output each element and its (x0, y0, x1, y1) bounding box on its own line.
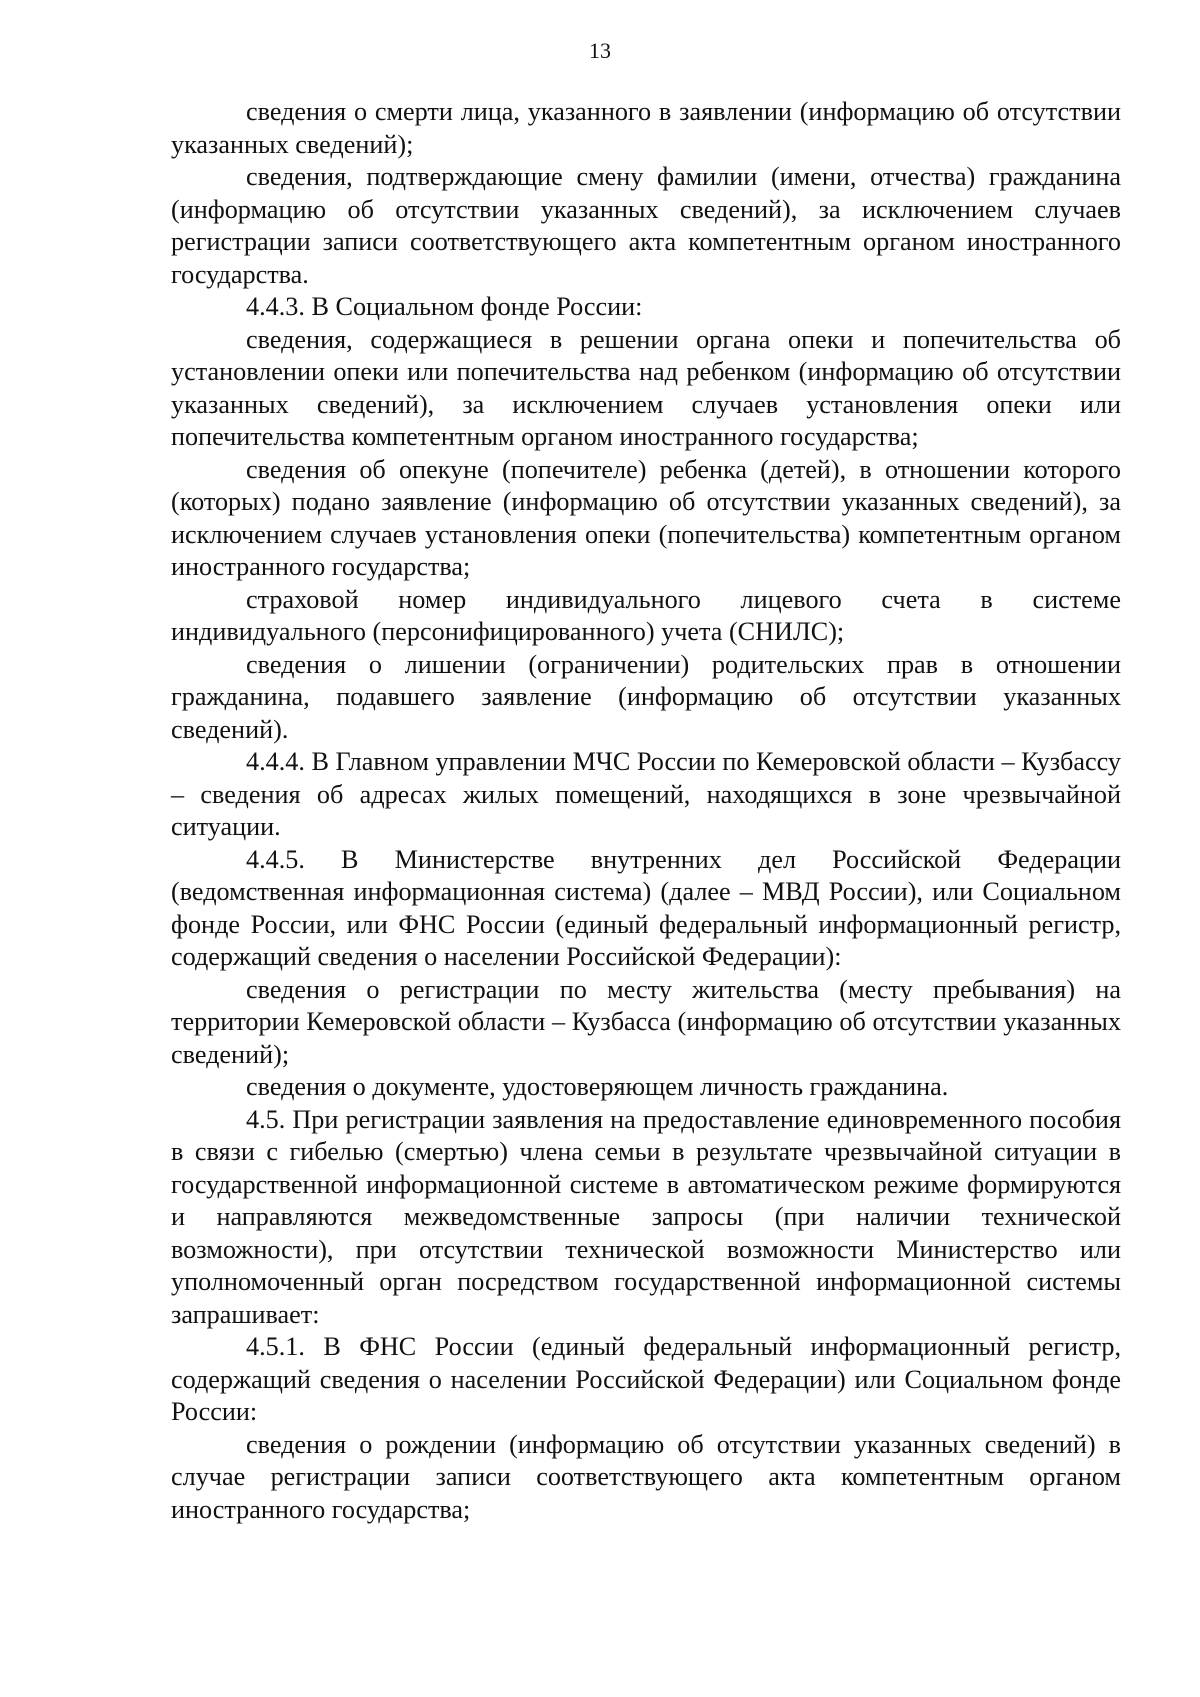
paragraph: сведения об опекуне (попечителе) ребенка (детей), в отношении которого (которых) подано заявление (информацию об отсутствии указанных сведений), за исключением случаев установления опеки (попечительства) компетентным органом иностранного государства; (171, 454, 1121, 581)
paragraph: сведения о регистрации по месту жительства (месту пребывания) на территории Кемеровской области – Кузбасса (информацию об отсутствии указанных сведений); (171, 974, 1121, 1069)
page-number: 13 (589, 38, 611, 63)
paragraph: сведения о документе, удостоверяющем личность гражданина. (246, 1072, 949, 1101)
document-body (171, 96, 1121, 1526)
section-heading: 4.4.3. В Социальном фонде России: (246, 292, 643, 321)
paragraph: сведения, подтверждающие смену фамилии (имени, отчества) гражданина (информацию об отсутствии указанных сведений), за исключением случаев регистрации записи соответствующего акта компетентным органом иностранного государства. (171, 162, 1121, 289)
paragraph: страховой номер индивидуального лицевого счета в системе индивидуального (персонифицированного) учета (СНИЛС); (171, 584, 1121, 646)
paragraph: сведения о лишении (ограничении) родительских прав в отношении гражданина, подавшего заявление (информацию об отсутствии указанных сведений). (171, 649, 1121, 744)
section-paragraph: 4.5. При регистрации заявления на предоставление единовременного пособия в связи с гибелью (смертью) члена семьи в результате чрезвычайной ситуации в государственной информационной системе в автоматическом режиме формируются и направляются межведомственные запросы (при наличии технической возможности), при отсутствии технической возможности Министерство или уполномоченный орган посредством государственной информационной системы запрашивает: (171, 1104, 1121, 1329)
paragraph: сведения о смерти лица, указанного в заявлении (информацию об отсутствии указанных сведений); (171, 97, 1121, 159)
paragraph: сведения, содержащиеся в решении органа опеки и попечительства об установлении опеки или попечительства над ребенком (информацию об отсутствии указанных сведений), за исключением случаев установления опеки или попечительства компетентным органом иностранного государства; (171, 324, 1121, 451)
section-paragraph: 4.5.1. В ФНС России (единый федеральный информационный регистр, содержащий сведения о населении Российской Федерации) или Социальном фонде России: (171, 1332, 1121, 1426)
section-paragraph: 4.4.5. В Министерстве внутренних дел Российской Федерации (ведомственная информационная система) (далее – МВД России), или Социальном фонде России, или ФНС России (единый федеральный информационный регистр, содержащий сведения о населении Российской Федерации): (171, 844, 1121, 971)
paragraph: сведения о рождении (информацию об отсутствии указанных сведений) в случае регистрации записи соответствующего акта компетентным органом иностранного государства; (171, 1429, 1121, 1524)
section-paragraph: 4.4.4. В Главном управлении МЧС России по Кемеровской области – Кузбассу – сведения об адресах жилых помещений, находящихся в зоне чрезвычайной ситуации. (171, 747, 1121, 841)
